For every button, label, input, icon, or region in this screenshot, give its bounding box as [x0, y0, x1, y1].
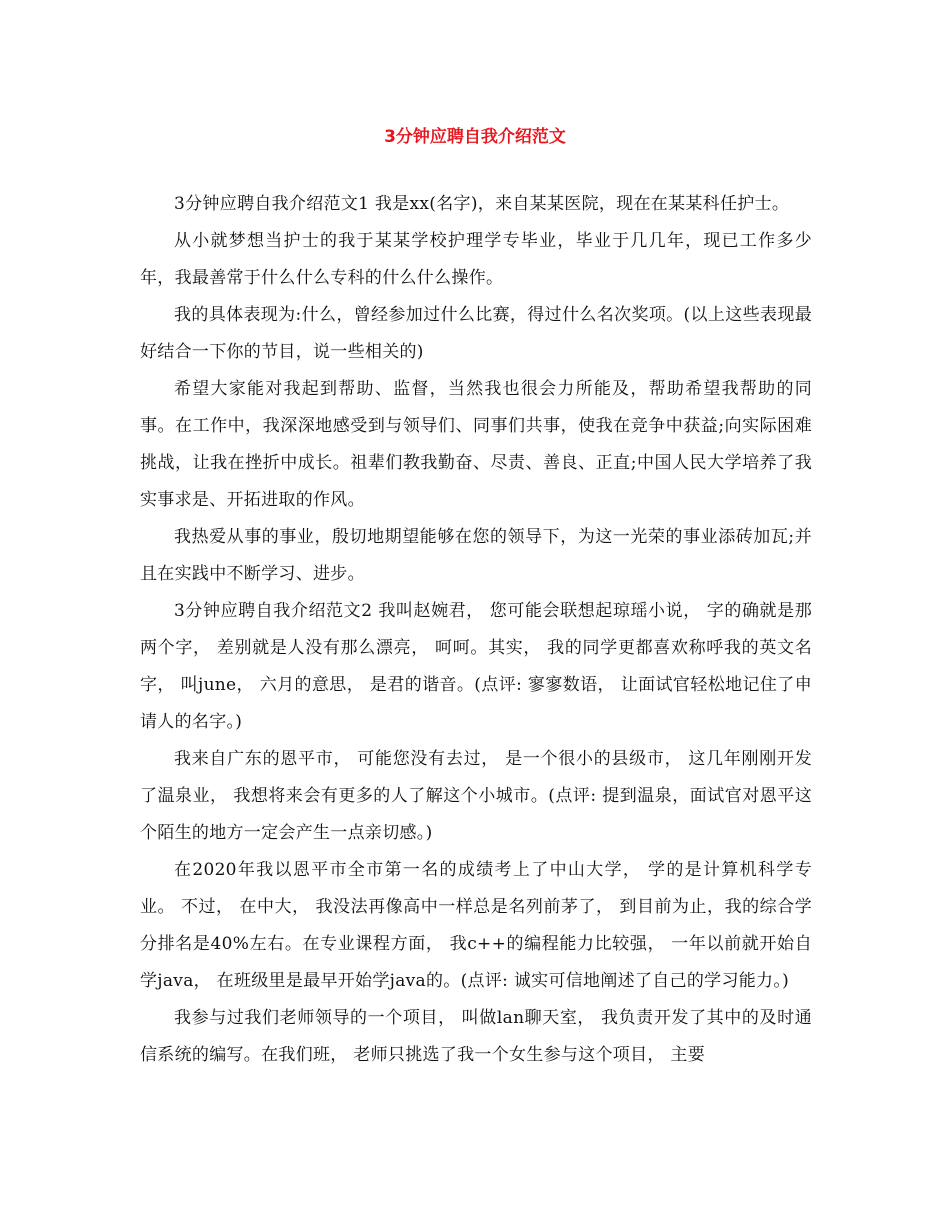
document-title: 3分钟应聘自我介绍范文 — [384, 127, 566, 147]
paragraph-7: 我来自广东的恩平市， 可能您没有去过， 是一个很小的县级市， 这几年刚刚开发了温泉业， 我想将来会有更多的人了解这个小城市。(点评: 提到温泉，面试官对恩平这个陌生的地方一定会产生一点亲切感。) — [140, 749, 812, 843]
paragraph-8: 在2020年我以恩平市全市第一名的成绩考上了中山大学， 学的是计算机科学专业。 不过， 在中大， 我没法再像高中一样总是名列前茅了， 到目前为止，我的综合学分排名是40%左右。在专业课程方面， 我c++的编程能力比较强， 一年以前就开始自学java， 在班级里是最早开始学java的。(点评: 诚实可信地阐述了自己的学习能力。) — [140, 860, 812, 991]
paragraph-4: 希望大家能对我起到帮助、监督，当然我也很会力所能及，帮助希望我帮助的同事。在工作中，我深深地感受到与领导们、同事们共事，使我在竞争中获益;向实际困难挑战，让我在挫折中成长。祖辈们教我勤奋、尽责、善良、正直;中国人民大学培养了我实事求是、开拓进取的作风。 — [140, 379, 812, 510]
paragraph-9: 我参与过我们老师领导的一个项目， 叫做lan聊天室， 我负责开发了其中的及时通信系统的编写。在我们班， 老师只挑选了我一个女生参与这个项目， 主要 — [140, 1008, 812, 1065]
document-body — [140, 186, 812, 1074]
paragraph-5: 我热爱从事的事业，殷切地期望能够在您的领导下，为这一光荣的事业添砖加瓦;并且在实践中不断学习、进步。 — [140, 527, 812, 584]
paragraph-3: 我的具体表现为:什么，曾经参加过什么比赛，得过什么名次奖项。(以上这些表现最好结合一下你的节目，说一些相关的) — [140, 305, 812, 362]
paragraph-1: 3分钟应聘自我介绍范文1 我是xx(名字)，来自某某医院，现在在某某科任护士。 — [174, 194, 790, 214]
paragraph-2: 从小就梦想当护士的我于某某学校护理学专毕业，毕业于几几年，现已工作多少年，我最善常于什么什么专科的什么什么操作。 — [140, 231, 812, 288]
paragraph-6: 3分钟应聘自我介绍范文2 我叫赵婉君， 您可能会联想起琼瑶小说， 字的确就是那两个字， 差别就是人没有那么漂亮， 呵呵。其实， 我的同学更都喜欢称呼我的英文名字， 叫june， 六月的意思， 是君的谐音。(点评: 寥寥数语， 让面试官轻松地记住了申请人的名字。) — [140, 601, 812, 732]
